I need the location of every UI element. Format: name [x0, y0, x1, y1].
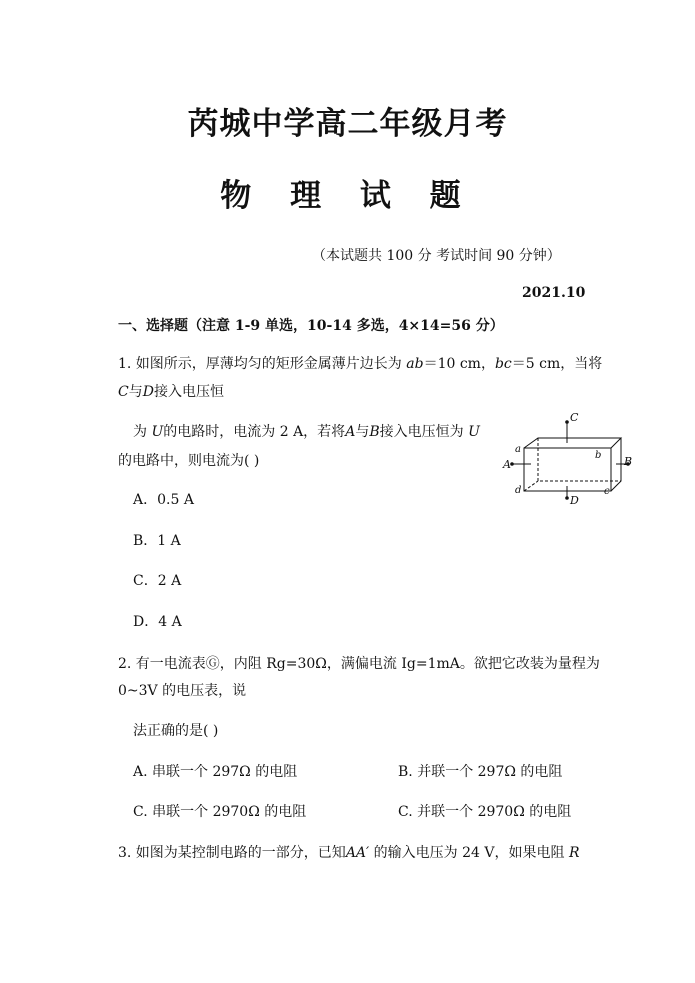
q1-d: D [142, 384, 154, 400]
terminal-d [565, 496, 569, 500]
q1-line-4: 的电路中，则电流为( ) [118, 453, 260, 469]
q1-option-c: C．2 A [133, 573, 182, 589]
exam-date: 2021.10 [522, 285, 586, 301]
q1-bc: bc [494, 356, 512, 372]
q1-text: 的电路时，电流为 2 A，若将 [163, 424, 346, 440]
label-a-terminal: A [503, 458, 511, 471]
q1-text: 与 [128, 384, 143, 400]
label-corner-b: b [595, 450, 602, 461]
q1-line-1 [118, 354, 602, 374]
q1-b: B [369, 424, 380, 440]
q2-option-b: B. 并联一个 297Ω 的电阻 [398, 764, 563, 780]
label-c-terminal: C [570, 411, 579, 424]
q1-c: C [118, 384, 129, 400]
q1-line-3 [133, 422, 480, 442]
q1-text: 接入电压恒为 [379, 424, 469, 440]
label-b-terminal: B [624, 455, 633, 468]
q2-line-2: 0~3V 的电压表，说 [118, 683, 247, 699]
q1-u: U [151, 424, 164, 440]
q1-text: 为 [133, 424, 152, 440]
q1-text: 接入电压恒 [153, 384, 224, 400]
q2-option-a: A. 串联一个 297Ω 的电阻 [133, 764, 298, 780]
q1-line-2 [118, 382, 224, 402]
q3-text: 的输入电压为 24 V，如果电阻 [369, 845, 569, 861]
q1-a: A [345, 424, 356, 440]
q2-option-c: C. 串联一个 2970Ω 的电阻 [133, 804, 307, 820]
section-heading: 一、选择题（注意 1-9 单选，10-14 多选，4×14=56 分） [118, 318, 504, 334]
q1-option-b: B．1 A [133, 533, 181, 549]
exam-info: （本试题共 100 分 考试时间 90 分钟） [312, 248, 561, 264]
q1-text: 与 [355, 424, 370, 440]
q1-text: 1. 如图所示，厚薄均匀的矩形金属薄片边长为 [118, 356, 407, 372]
q1-option-a: A．0.5 A [133, 492, 194, 508]
q1-u: U [468, 424, 480, 440]
q3-text: 3. 如图为某控制电路的一部分，已知 [118, 845, 346, 861]
q2-option-d: C. 并联一个 2970Ω 的电阻 [398, 804, 572, 820]
q1-text: ＝5 cm，当将 [511, 356, 603, 372]
label-corner-d: d [515, 485, 522, 496]
plate-top-face [524, 438, 621, 448]
label-d-terminal: D [570, 494, 579, 507]
metal-plate-diagram [500, 408, 635, 508]
plate-hidden-edges [538, 438, 621, 481]
q1-ab: ab [406, 356, 424, 372]
school-title: 芮城中学高二年级月考 [187, 106, 508, 142]
q1-option-d: D．4 A [133, 614, 182, 630]
q2-line-3: 法正确的是( ) [133, 723, 219, 739]
q3-line-1 [118, 843, 580, 863]
q3-r: R [568, 845, 580, 861]
plate-hidden-edge [524, 481, 538, 491]
q3-aa: AA′ [345, 845, 370, 861]
subject-title: 物 理 试 题 [220, 178, 475, 214]
label-corner-c: c [604, 486, 610, 497]
label-corner-a: a [515, 444, 521, 455]
terminal-c [565, 420, 569, 424]
q1-text: ＝10 cm， [423, 356, 495, 372]
q2-line-1: 2. 有一电流表Ⓖ，内阻 Rg=30Ω，满偏电流 Ig=1mA。欲把它改装为量程为 [118, 656, 600, 672]
